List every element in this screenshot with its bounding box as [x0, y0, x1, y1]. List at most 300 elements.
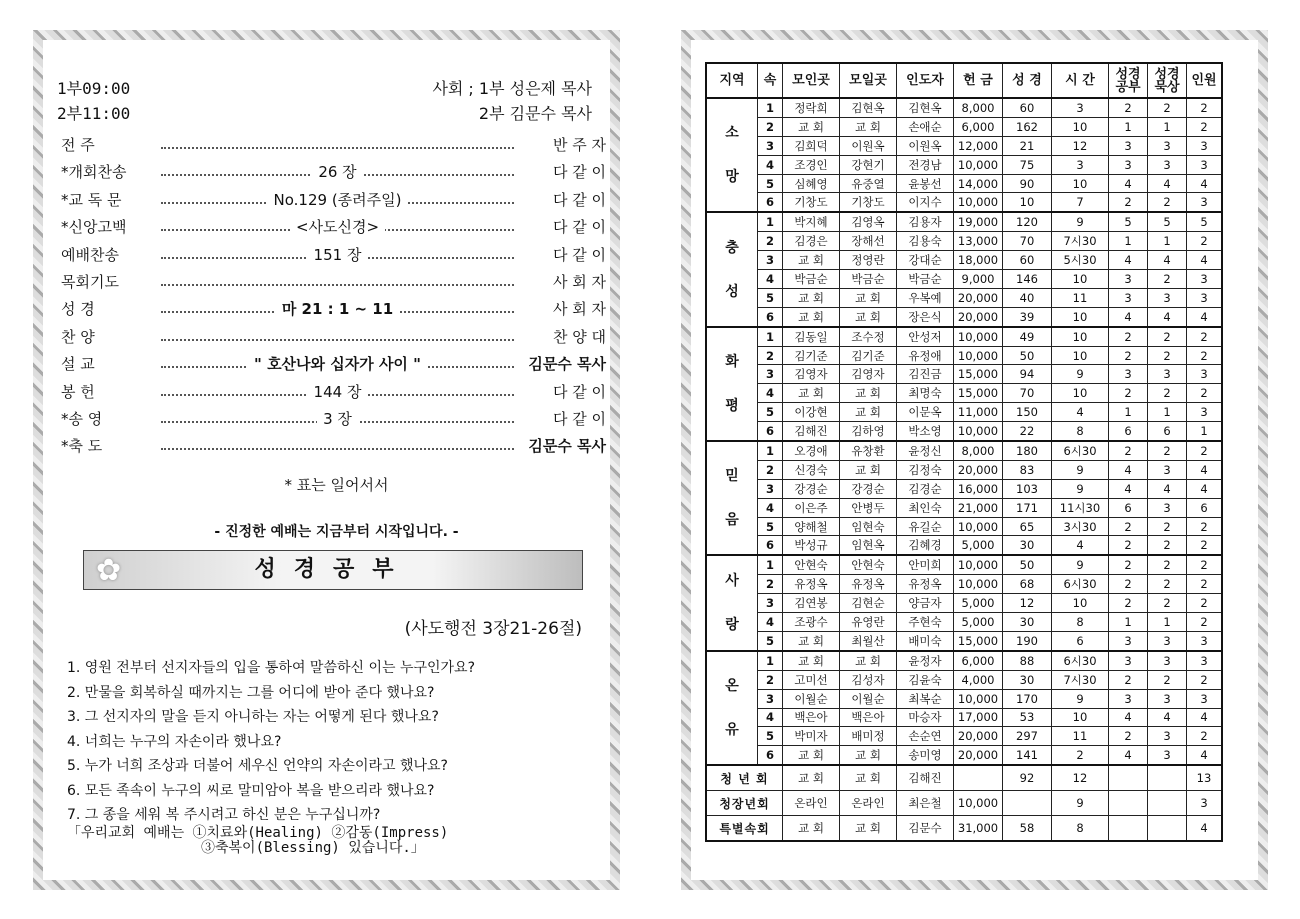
column-header: 시 간 — [1052, 63, 1109, 98]
mission-line-1: 「우리교회 예배는 ①치료와(Healing) ②감동(Impress) — [67, 825, 449, 841]
table-cell: 양금자 — [897, 594, 954, 613]
table-cell: 교 회 — [783, 307, 840, 326]
table-cell: 120 — [1003, 212, 1052, 231]
order-leader: 김문수 목사 — [528, 355, 606, 374]
order-label: *개회찬송 — [61, 163, 127, 182]
order-content-text: " 호산나와 십자가 사이 " — [248, 355, 427, 373]
order-content-text: No.129 (종려주일) — [268, 191, 408, 209]
table-cell: 7시30 — [1052, 232, 1109, 251]
table-cell: 3 — [1148, 288, 1187, 307]
study-question: 7. 그 종을 세워 복 주시려고 하신 분은 누구십니까? — [67, 807, 381, 823]
flower-icon: ✿ — [96, 553, 122, 588]
cell-group-report-table — [705, 62, 1223, 842]
column-header: 모인곳 — [783, 63, 840, 98]
table-cell: 2 — [1148, 536, 1187, 555]
table-row — [706, 689, 1222, 708]
cell-number: 1 — [758, 441, 783, 460]
table-cell: 3 — [1148, 365, 1187, 384]
table-cell: 교 회 — [840, 384, 897, 403]
table-cell: 6시30 — [1052, 651, 1109, 670]
table-cell: 손애순 — [897, 117, 954, 136]
mission-line-2: ③축복이(Blessing) 있습니다.」 — [201, 840, 425, 856]
table-cell: 9 — [1052, 689, 1109, 708]
order-label: 예배찬송 — [61, 245, 119, 264]
table-cell: 김용자 — [897, 212, 954, 231]
table-cell: 5,000 — [954, 594, 1003, 613]
table-cell: 3 — [1109, 631, 1148, 650]
order-content — [161, 159, 514, 186]
table-cell: 10,000 — [954, 155, 1003, 174]
table-cell: 4 — [1148, 174, 1187, 193]
column-header: 속 — [758, 63, 783, 98]
order-label: 찬 양 — [61, 327, 95, 346]
table-cell: 19,000 — [954, 212, 1003, 231]
table-cell: 2 — [1148, 517, 1187, 536]
table-cell: 교 회 — [840, 651, 897, 670]
table-cell: 2 — [1187, 441, 1223, 460]
table-cell: 13 — [1187, 765, 1223, 791]
order-label: *송 영 — [61, 409, 103, 428]
service-time-1: 1부09:00 — [57, 79, 131, 98]
table-cell: 3 — [1109, 155, 1148, 174]
table-cell: 4 — [1187, 251, 1223, 270]
table-cell: 170 — [1003, 689, 1052, 708]
table-cell: 4 — [1109, 708, 1148, 727]
table-cell: 이강현 — [783, 403, 840, 422]
column-header: 인원 — [1187, 63, 1223, 98]
table-cell: 4 — [1109, 174, 1148, 193]
order-label: 목회기도 — [61, 272, 119, 291]
table-cell: 4 — [1187, 746, 1223, 765]
order-row — [61, 379, 606, 406]
table-cell: 60 — [1003, 251, 1052, 270]
table-cell: 이원옥 — [897, 136, 954, 155]
table-cell: 5시30 — [1052, 251, 1109, 270]
table-cell: 교 회 — [840, 765, 897, 791]
table-cell: 2 — [1109, 517, 1148, 536]
table-cell: 3 — [1148, 136, 1187, 155]
table-cell: 11 — [1052, 288, 1109, 307]
table-cell: 교 회 — [840, 288, 897, 307]
table-cell: 3 — [1187, 270, 1223, 289]
order-content-text: <사도신경> — [290, 218, 385, 236]
table-cell: 8,000 — [954, 98, 1003, 117]
table-cell: 강경순 — [840, 479, 897, 498]
order-leader: 사 회 자 — [552, 272, 606, 291]
table-cell: 교 회 — [783, 765, 840, 791]
cell-number: 3 — [758, 594, 783, 613]
table-cell: 2 — [1109, 98, 1148, 117]
table-cell: 안현숙 — [840, 555, 897, 574]
table-cell: 2 — [1109, 193, 1148, 212]
order-content — [161, 242, 514, 269]
table-cell: 9 — [1052, 365, 1109, 384]
column-header: 인도자 — [897, 63, 954, 98]
table-cell: 2 — [1148, 346, 1187, 365]
group-row — [706, 791, 1222, 816]
table-cell: 2 — [1052, 746, 1109, 765]
table-cell: 10 — [1052, 174, 1109, 193]
cell-number: 3 — [758, 479, 783, 498]
table-cell: 유중열 — [840, 174, 897, 193]
table-cell: 최은철 — [897, 791, 954, 816]
table-cell: 김영자 — [783, 365, 840, 384]
study-question: 1. 영원 전부터 선지자들의 입을 통하여 말씀하신 이는 누구인가요? — [67, 660, 476, 676]
cell-number: 6 — [758, 536, 783, 555]
table-cell: 10 — [1052, 594, 1109, 613]
table-row — [706, 479, 1222, 498]
table-row — [706, 460, 1222, 479]
table-cell: 김문수 — [897, 816, 954, 842]
bulletin-left-page — [33, 30, 620, 890]
table-cell: 1 — [1109, 232, 1148, 251]
table-cell: 9 — [1052, 212, 1109, 231]
table-cell: 박금순 — [840, 270, 897, 289]
cell-number: 5 — [758, 174, 783, 193]
table-cell: 김기준 — [783, 346, 840, 365]
order-row — [61, 214, 606, 241]
table-cell: 이지수 — [897, 193, 954, 212]
table-cell — [1148, 765, 1187, 791]
table-cell: 3 — [1187, 155, 1223, 174]
table-cell: 6 — [1148, 422, 1187, 441]
table-cell: 6 — [1109, 498, 1148, 517]
order-label: 봉 헌 — [61, 382, 95, 401]
cell-number: 4 — [758, 498, 783, 517]
table-cell: 마승자 — [897, 708, 954, 727]
cell-number: 3 — [758, 251, 783, 270]
table-cell: 3 — [1187, 689, 1223, 708]
order-leader: 김문수 목사 — [528, 437, 606, 456]
table-cell: 12 — [1052, 765, 1109, 791]
table-row — [706, 498, 1222, 517]
table-cell: 2 — [1109, 441, 1148, 460]
table-cell: 2 — [1148, 670, 1187, 689]
table-cell: 2 — [1109, 670, 1148, 689]
table-cell: 21,000 — [954, 498, 1003, 517]
table-cell: 3 — [1109, 689, 1148, 708]
order-label: *교 독 문 — [61, 190, 122, 209]
order-row — [61, 351, 606, 378]
table-cell: 조수정 — [840, 327, 897, 346]
table-cell: 백은아 — [783, 708, 840, 727]
table-cell: 김희덕 — [783, 136, 840, 155]
cell-number: 6 — [758, 422, 783, 441]
table-cell: 10 — [1052, 270, 1109, 289]
study-question: 6. 모든 족속이 누구의 씨로 말미암아 복을 받으리라 했나요? — [67, 782, 435, 799]
table-row — [706, 307, 1222, 326]
table-cell: 임현숙 — [840, 517, 897, 536]
table-cell: 이문옥 — [897, 403, 954, 422]
table-cell: 88 — [1003, 651, 1052, 670]
table-cell: 김용숙 — [897, 232, 954, 251]
table-cell: 162 — [1003, 117, 1052, 136]
table-cell: 18,000 — [954, 251, 1003, 270]
order-content-text: 26 장 — [312, 163, 362, 181]
table-cell: 심혜영 — [783, 174, 840, 193]
table-cell: 김성자 — [840, 670, 897, 689]
table-cell: 교 회 — [783, 651, 840, 670]
table-cell: 4 — [1109, 479, 1148, 498]
group-name: 특별속회 — [706, 816, 783, 842]
table-cell: 2 — [1109, 594, 1148, 613]
table-cell: 온라인 — [783, 791, 840, 816]
order-label: 설 교 — [61, 355, 95, 374]
table-cell: 이원옥 — [840, 136, 897, 155]
table-cell: 7 — [1052, 193, 1109, 212]
table-cell: 20,000 — [954, 460, 1003, 479]
order-row — [61, 132, 606, 159]
cell-number: 2 — [758, 232, 783, 251]
table-cell: 22 — [1003, 422, 1052, 441]
table-cell: 20,000 — [954, 746, 1003, 765]
table-cell: 2 — [1148, 193, 1187, 212]
table-cell: 2 — [1109, 555, 1148, 574]
standing-note: * 표는 일어서서 — [284, 476, 389, 494]
order-content — [161, 214, 514, 241]
table-cell: 65 — [1003, 517, 1052, 536]
dotted-leader — [161, 433, 514, 450]
dotted-leader — [161, 269, 514, 286]
table-cell: 4 — [1148, 251, 1187, 270]
table-cell: 150 — [1003, 403, 1052, 422]
table-cell: 정영란 — [840, 251, 897, 270]
dotted-leader — [161, 324, 514, 341]
table-cell: 2 — [1109, 536, 1148, 555]
table-cell: 3 — [1148, 689, 1187, 708]
table-cell: 배미숙 — [897, 631, 954, 650]
cell-number: 5 — [758, 403, 783, 422]
table-row — [706, 727, 1222, 746]
table-cell: 윤정자 — [897, 651, 954, 670]
table-cell: 3 — [1109, 136, 1148, 155]
table-cell: 윤정신 — [897, 441, 954, 460]
cell-number: 4 — [758, 155, 783, 174]
table-row — [706, 155, 1222, 174]
table-row — [706, 327, 1222, 346]
table-cell: 박소영 — [897, 422, 954, 441]
table-cell: 9 — [1052, 791, 1109, 816]
order-row — [61, 187, 606, 214]
table-cell: 40 — [1003, 288, 1052, 307]
table-cell: 190 — [1003, 631, 1052, 650]
table-cell: 1 — [1109, 403, 1148, 422]
table-cell: 2 — [1187, 384, 1223, 403]
table-cell: 1 — [1148, 403, 1187, 422]
table-row — [706, 613, 1222, 632]
order-content — [161, 406, 514, 433]
table-row — [706, 212, 1222, 231]
table-cell: 4 — [1187, 307, 1223, 326]
table-cell: 임현옥 — [840, 536, 897, 555]
table-cell: 4 — [1187, 479, 1223, 498]
bible-study-banner — [83, 550, 583, 590]
order-label: *신앙고백 — [61, 218, 127, 237]
table-cell: 박금순 — [783, 270, 840, 289]
table-row — [706, 403, 1222, 422]
order-label: *축 도 — [61, 437, 103, 456]
table-cell: 유정옥 — [840, 575, 897, 594]
table-cell: 1 — [1148, 117, 1187, 136]
table-cell: 10 — [1052, 307, 1109, 326]
table-cell: 15,000 — [954, 384, 1003, 403]
region-name: 믿 음 — [706, 441, 758, 555]
table-cell: 10,000 — [954, 422, 1003, 441]
table-cell: 박미자 — [783, 727, 840, 746]
service-hosts — [432, 76, 592, 126]
table-row — [706, 117, 1222, 136]
cell-number: 4 — [758, 613, 783, 632]
table-cell: 2 — [1187, 117, 1223, 136]
table-cell: 박지혜 — [783, 212, 840, 231]
table-cell: 6시30 — [1052, 575, 1109, 594]
service-time-2: 2부11:00 — [57, 104, 131, 123]
table-cell: 3 — [1109, 651, 1148, 670]
table-cell: 온라인 — [840, 791, 897, 816]
table-cell: 10,000 — [954, 575, 1003, 594]
table-cell: 297 — [1003, 727, 1052, 746]
table-cell: 백은아 — [840, 708, 897, 727]
table-cell: 6 — [1187, 498, 1223, 517]
table-cell: 2 — [1148, 327, 1187, 346]
table-cell: 2 — [1148, 270, 1187, 289]
order-content — [161, 379, 514, 406]
table-cell: 4 — [1187, 174, 1223, 193]
table-cell: 2 — [1148, 555, 1187, 574]
table-cell: 교 회 — [783, 288, 840, 307]
study-question: 2. 만물을 회복하실 때까지는 그를 어디에 받아 준다 했나요? — [67, 684, 435, 701]
mission-statement — [67, 826, 448, 856]
order-content — [161, 187, 514, 214]
cell-number: 6 — [758, 193, 783, 212]
dotted-leader — [161, 132, 514, 149]
table-cell: 배미정 — [840, 727, 897, 746]
table-cell: 교 회 — [783, 251, 840, 270]
table-cell: 최월산 — [840, 631, 897, 650]
table-cell: 1 — [1187, 422, 1223, 441]
table-cell: 10,000 — [954, 555, 1003, 574]
table-cell: 3 — [1109, 288, 1148, 307]
scripture-reference: (사도행전 3장21-26절) — [404, 619, 582, 639]
cell-number: 1 — [758, 651, 783, 670]
table-cell: 2 — [1148, 441, 1187, 460]
table-cell: 8 — [1052, 613, 1109, 632]
table-cell: 10 — [1052, 346, 1109, 365]
table-cell: 94 — [1003, 365, 1052, 384]
table-cell: 2 — [1187, 613, 1223, 632]
table-cell: 최복순 — [897, 689, 954, 708]
table-cell: 15,000 — [954, 631, 1003, 650]
study-question: 4. 너희는 누구의 자손이라 했나요? — [67, 733, 282, 750]
table-cell: 31,000 — [954, 816, 1003, 842]
table-cell: 3 — [1187, 288, 1223, 307]
table-cell: 2 — [1187, 555, 1223, 574]
table-cell: 강현기 — [840, 155, 897, 174]
table-cell: 교 회 — [840, 307, 897, 326]
table-cell: 4 — [1187, 708, 1223, 727]
table-cell: 12,000 — [954, 136, 1003, 155]
cell-number: 3 — [758, 136, 783, 155]
table-cell: 11시30 — [1052, 498, 1109, 517]
study-question: 5. 누가 너희 조상과 더불어 세우신 언약의 자손이라고 했나요? — [67, 758, 448, 774]
table-cell: 75 — [1003, 155, 1052, 174]
table-cell: 2 — [1187, 517, 1223, 536]
table-cell: 11,000 — [954, 403, 1003, 422]
table-cell: 송미영 — [897, 746, 954, 765]
table-cell: 김하영 — [840, 422, 897, 441]
table-cell: 강경순 — [783, 479, 840, 498]
table-cell: 교 회 — [840, 460, 897, 479]
table-cell: 장해선 — [840, 232, 897, 251]
table-cell: 3 — [1148, 498, 1187, 517]
table-cell: 53 — [1003, 708, 1052, 727]
table-cell: 12 — [1003, 594, 1052, 613]
table-cell — [954, 765, 1003, 791]
order-content-text: 3 장 — [317, 410, 358, 428]
table-cell: 2 — [1187, 327, 1223, 346]
table-cell: 4 — [1148, 479, 1187, 498]
table-cell: 윤봉선 — [897, 174, 954, 193]
table-cell: 교 회 — [783, 384, 840, 403]
table-cell: 180 — [1003, 441, 1052, 460]
table-cell: 70 — [1003, 384, 1052, 403]
table-cell — [1109, 816, 1148, 842]
cell-number: 5 — [758, 631, 783, 650]
column-header: 성경 묵상 — [1148, 63, 1187, 98]
table-cell: 30 — [1003, 613, 1052, 632]
table-cell: 교 회 — [840, 403, 897, 422]
table-cell: 9 — [1052, 460, 1109, 479]
table-cell: 김혜경 — [897, 536, 954, 555]
table-cell: 2 — [1187, 594, 1223, 613]
table-cell: 이월순 — [840, 689, 897, 708]
table-cell: 2 — [1187, 346, 1223, 365]
table-cell: 17,000 — [954, 708, 1003, 727]
table-cell: 50 — [1003, 346, 1052, 365]
order-content-text: 144 장 — [308, 383, 368, 401]
table-cell: 김동일 — [783, 327, 840, 346]
table-cell: 2 — [1148, 98, 1187, 117]
cell-number: 3 — [758, 365, 783, 384]
table-cell: 1 — [1148, 613, 1187, 632]
table-cell: 2 — [1109, 727, 1148, 746]
table-cell: 4 — [1109, 746, 1148, 765]
study-question: 3. 그 선지자의 말을 듣지 아니하는 자는 어떻게 된다 했나요? — [67, 709, 439, 725]
table-cell: 우복예 — [897, 288, 954, 307]
order-row — [61, 159, 606, 186]
table-cell: 양해철 — [783, 517, 840, 536]
table-cell: 39 — [1003, 307, 1052, 326]
cell-number: 5 — [758, 517, 783, 536]
table-cell: 12 — [1052, 136, 1109, 155]
table-cell: 김현옥 — [840, 98, 897, 117]
slogan: - 진정한 예배는 지금부터 시작입니다. - — [214, 524, 459, 540]
cell-number: 1 — [758, 212, 783, 231]
table-cell: 4 — [1148, 307, 1187, 326]
order-row — [61, 269, 606, 296]
table-cell: 20,000 — [954, 307, 1003, 326]
table-row — [706, 384, 1222, 403]
table-cell: 김경순 — [897, 479, 954, 498]
service-times — [57, 76, 130, 126]
cell-number: 2 — [758, 460, 783, 479]
cell-number: 2 — [758, 117, 783, 136]
study-questions — [67, 656, 475, 828]
table-cell: 10,000 — [954, 791, 1003, 816]
table-cell: 교 회 — [783, 746, 840, 765]
table-cell — [1109, 791, 1148, 816]
group-row — [706, 765, 1222, 791]
